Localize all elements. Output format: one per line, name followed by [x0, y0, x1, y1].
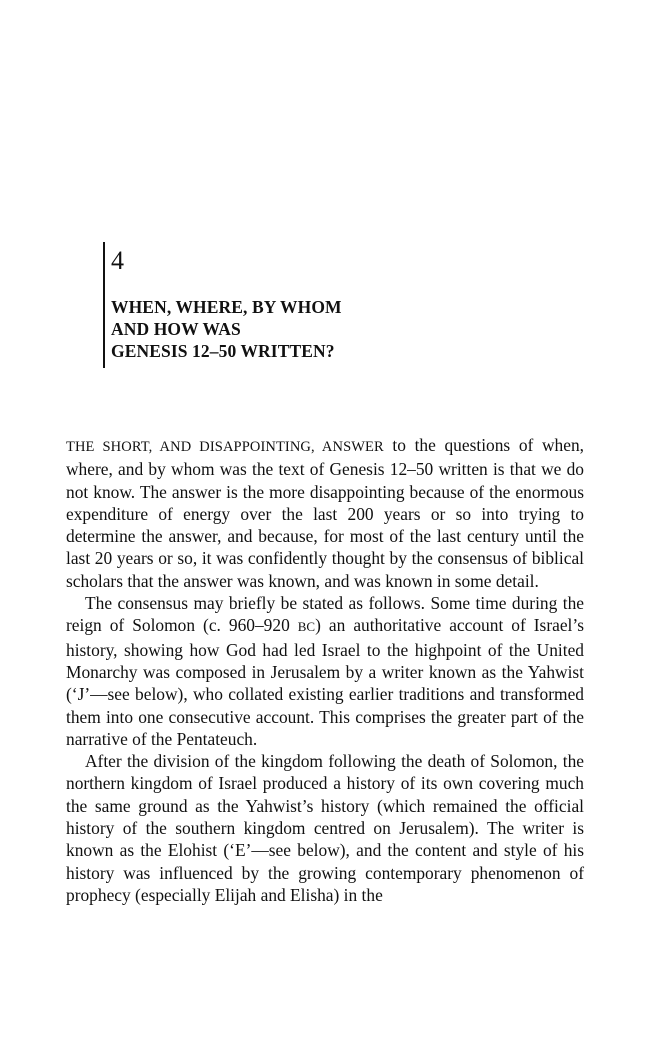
- paragraph: [66, 592, 584, 750]
- chapter-title-line: WHEN, WHERE, BY WHOM: [111, 297, 342, 317]
- chapter-number: 4: [111, 246, 124, 275]
- paragraph: [66, 434, 584, 592]
- chapter-heading: [103, 242, 441, 368]
- paragraph-text: to the questions of when, where, and by whom was the text of Genesis 12–50 written is that we do not know. The answer is the more disappointing because of the enormous expenditure of energy over the last 200 years or so into trying to determine the answer, and because, for most of the last century until the last 20 years or so, it was confidently thought by the consensus of biblical scholars that the answer was known, and was known in some detail.: [66, 435, 584, 591]
- era-abbreviation: BC: [297, 619, 316, 635]
- paragraph: [66, 750, 584, 906]
- body-text: [66, 434, 584, 906]
- paragraph-text: The consensus may briefly be stated as follows. Some time during the reign of Solomon (c. 960–920: [66, 593, 584, 636]
- paragraph-text: ) an authoritative account of Israel’s history, showing how God had led Israel to the highpoint of the United Monarchy was composed in Jerusalem by a writer known as the Yahwist (‘J’—see below), who collated existing earlier traditions and transformed them into one consecutive account. This comprises the greater part of the narrative of the Pentateuch.: [66, 615, 584, 749]
- paragraph-text: After the division of the kingdom following the death of Solomon, the northern kingdom of Israel produced a history of its own covering much the same ground as the Yahwist’s history (which remained the official history of the southern kingdom centred on Jerusalem). The writer is known as the Elohist (‘E’—see below), and the content and style of his history was influenced by the growing contemporary phenomenon of prophecy (especially Elijah and Elisha) in the: [66, 751, 584, 905]
- chapter-title-line: AND HOW WAS: [111, 319, 241, 339]
- chapter-title-line: GENESIS 12–50 WRITTEN?: [111, 341, 335, 361]
- lead-in-small-caps: THE SHORT, AND DISAPPOINTING, ANSWER: [66, 439, 384, 455]
- chapter-title: [111, 296, 441, 362]
